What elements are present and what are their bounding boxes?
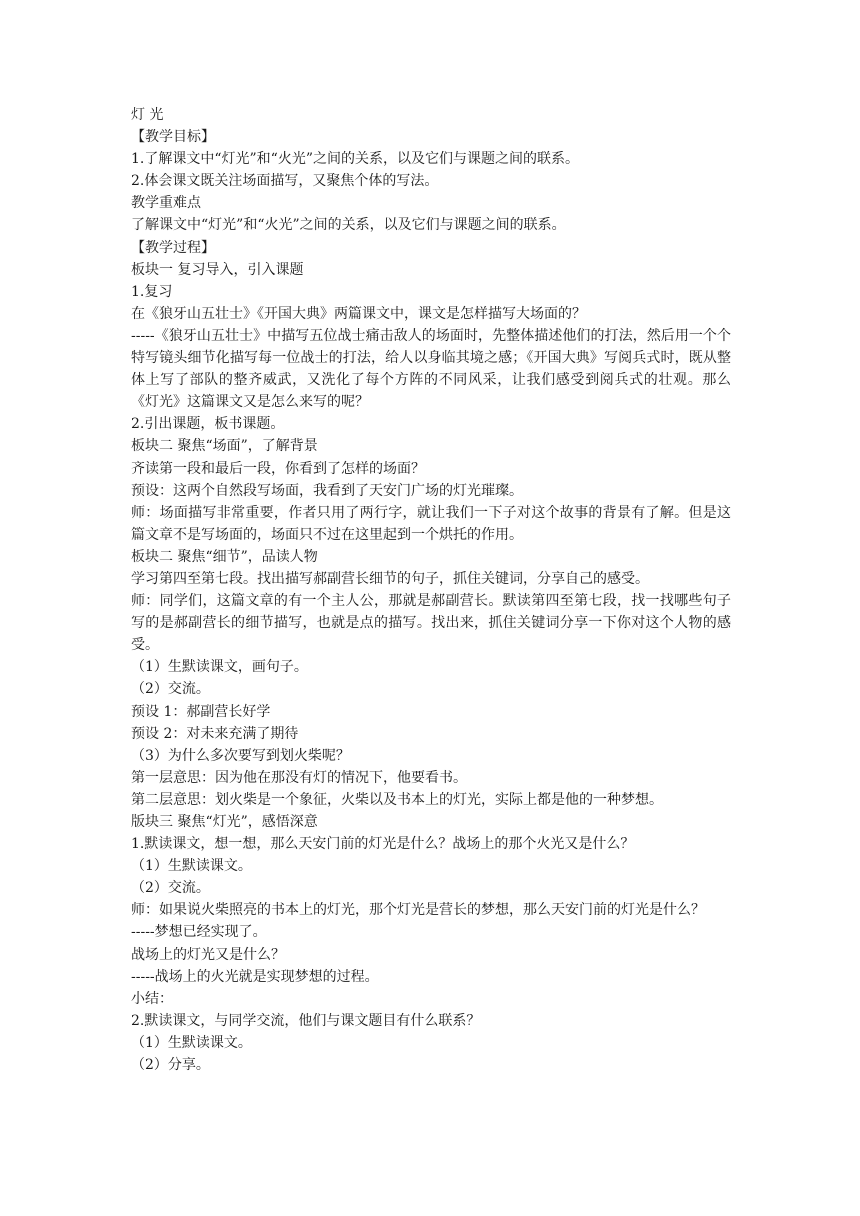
- answer-dream-process: -----战场上的火光就是实现梦想的过程。: [131, 968, 379, 985]
- step-discuss: （2）交流。: [131, 681, 210, 698]
- block-3-heading: 版块三 聚焦“灯光”，感悟深意: [131, 814, 318, 830]
- section-heading-process: 【教学过程】: [131, 239, 215, 256]
- meaning-layer-1: 第一层意思：因为他在那没有灯的情况下，他要看书。: [131, 769, 467, 786]
- document-body: [131, 104, 731, 1076]
- preset-1: 预设 1：郝副营长好学: [131, 703, 271, 720]
- block-2-heading: 板块二 聚焦“场面”，了解背景: [131, 438, 318, 455]
- task-2-question: 2.默读课文，与同学交流，他们与课文题目有什么联系？: [131, 1012, 481, 1029]
- objective-2: 2.体会课文既关注场面描写，又聚焦个体的写法。: [131, 173, 439, 190]
- task-2-step-share: （2）分享。: [131, 1057, 210, 1074]
- review-answer: -----《狼牙山五壮士》中描写五位战士痛击敌人的场面时，先整体描述他们的打法，然后用一个个特写镜头细节化描写每一位战士的打法，给人以身临其境之感；《开国大典》写阅兵式时，既从整体上写了部队的整齐威武，又洗化了每个方阵的不同风采，让我们感受到阅兵式的壮观。那么《灯光》这篇课文又是怎么来写的呢？: [131, 327, 731, 411]
- summary-label: 小结：: [131, 990, 173, 1007]
- battlefield-question: 战场上的灯光又是什么？: [131, 946, 285, 963]
- preset-2: 预设 2：对未来充满了期待: [131, 725, 299, 742]
- objective-1: 1.了解课文中“灯光”和“火光”之间的关系，以及它们与课题之间的联系。: [131, 151, 579, 168]
- section-heading-objectives: 【教学目标】: [131, 129, 215, 146]
- intro-topic: 2.引出课题，板书课题。: [131, 416, 285, 433]
- teacher-note-scene: 师：场面描写非常重要，作者只用了两行字，就让我们一下子对这个故事的背景有了解。但是这篇文章不是写场面的，场面只不过在这里起到一个烘托的作用。: [131, 504, 731, 543]
- task-2-step-read: （1）生默读课文。: [131, 1034, 252, 1051]
- block-2b-heading: 板块二 聚焦“细节”，品读人物: [131, 548, 318, 565]
- step-read: （1）生默读课文，画句子。: [131, 659, 308, 676]
- meaning-layer-2: 第二层意思：划火柴是一个象征，火柴以及书本上的灯光，实际上都是他的一种梦想。: [131, 791, 663, 808]
- key-points-heading: 教学重难点: [131, 195, 201, 212]
- preset-scene: 预设：这两个自然段写场面，我看到了天安门广场的灯光璀璨。: [131, 482, 523, 499]
- answer-dream-realized: -----梦想已经实现了。: [131, 924, 267, 941]
- block-3-question: 1.默读课文，想一想，那么天安门前的灯光是什么？战场上的那个火光又是什么？: [131, 836, 635, 853]
- block-3-step-discuss: （2）交流。: [131, 880, 210, 897]
- review-question: 在《狼牙山五壮士》《开国大典》两篇课文中，课文是怎样描写大场面的？: [131, 305, 586, 322]
- doc-title: 灯 光: [131, 107, 164, 123]
- teacher-note-light: 师：如果说火柴照亮的书本上的灯光，那个灯光是营长的梦想，那么天安门前的灯光是什么？: [131, 902, 705, 919]
- reading-task: 齐读第一段和最后一段，你看到了怎样的场面？: [131, 460, 425, 477]
- teacher-note-detail: 师：同学们，这篇文章的有一个主人公，那就是郝副营长。默读第四至第七段，找一找哪些句子写的是郝副营长的细节描写，也就是点的描写。找出来，抓住关键词分享一下你对这个人物的感受。: [131, 593, 731, 654]
- block-1-heading: 板块一 复习导入，引入课题: [131, 261, 304, 278]
- review-heading: 1.复习: [131, 283, 173, 300]
- step-match-question: （3）为什么多次要写到划火柴呢？: [131, 747, 350, 764]
- block-3-step-read: （1）生默读课文。: [131, 858, 252, 875]
- study-task: 学习第四至第七段。找出描写郝副营长细节的句子，抓住关键词，分享自己的感受。: [131, 570, 649, 587]
- key-points-text: 了解课文中“灯光”和“火光”之间的关系，以及它们与课题之间的联系。: [131, 217, 566, 234]
